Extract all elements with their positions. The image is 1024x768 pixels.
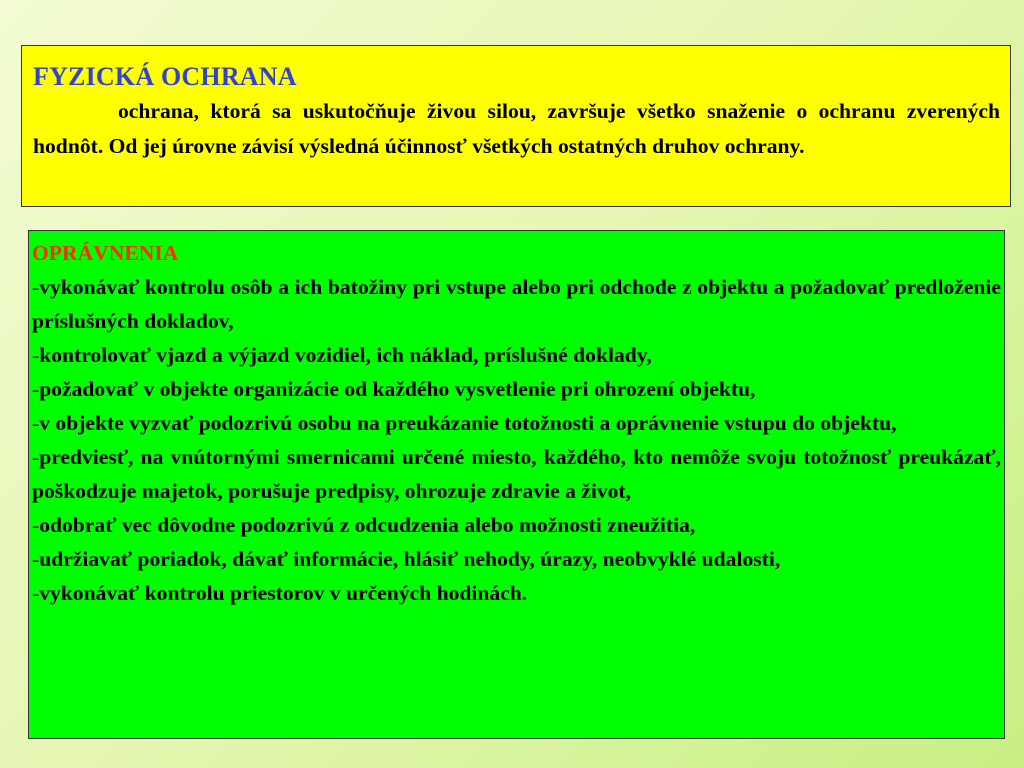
list-item-text: odobrať vec dôvodne podozrivú z odcudzenia alebo možnosti zneužitia, <box>39 513 696 537</box>
list-item-text: požadovať v objekte organizácie od každého vysvetlenie pri ohrození objektu, <box>39 377 756 401</box>
list-item-text: vykonávať kontrolu priestorov v určených hodinách. <box>39 581 528 605</box>
list-item <box>32 270 1001 338</box>
list-item <box>32 406 1001 440</box>
physical-protection-box <box>21 45 1011 207</box>
bullet-dash: - <box>32 275 40 299</box>
list-item <box>32 508 1001 542</box>
list-item-text: vykonávať kontrolu osôb a ich batožiny pri vstupe alebo pri odchode z objektu a požadovať predloženie príslušných dokladov, <box>32 275 1001 333</box>
bullet-dash: - <box>32 513 40 537</box>
list-item-text: predviesť, na vnútornými smernicami určené miesto, každého, kto nemôže svoju totožnosť preukázať, poškodzuje majetok, porušuje predpisy, ohrozuje zdravie a život, <box>32 445 1001 503</box>
bullet-dash: - <box>32 581 40 605</box>
bullet-dash: - <box>32 445 40 469</box>
list-item-text: v objekte vyzvať podozrivú osobu na preukázanie totožnosti a oprávnenie vstupu do objektu, <box>39 411 897 435</box>
bullet-dash: - <box>32 547 40 571</box>
list-item <box>32 576 1001 610</box>
list-item <box>32 372 1001 406</box>
bullet-dash: - <box>32 343 40 367</box>
bullet-dash: - <box>32 377 40 401</box>
authorizations-list <box>32 270 1001 610</box>
list-item <box>32 338 1001 372</box>
authorizations-box <box>28 230 1005 739</box>
bullet-dash: - <box>32 411 40 435</box>
list-item-text: udržiavať poriadok, dávať informácie, hlásiť nehody, úrazy, neobvyklé udalosti, <box>39 547 781 571</box>
list-item-text: kontrolovať vjazd a výjazd vozidiel, ich náklad, príslušné doklady, <box>39 343 652 367</box>
list-item <box>32 440 1001 508</box>
physical-protection-title: FYZICKÁ OCHRANA <box>33 62 297 91</box>
physical-protection-paragraph: ochrana, ktorá sa uskutočňuje živou silou, završuje všetko snaženie o ochranu zverených hodnôt. Od jej úrovne závisí výsledná účinnosť všetkých ostatných druhov ochrany. <box>33 99 1000 158</box>
list-item <box>32 542 1001 576</box>
authorizations-title: OPRÁVNENIA <box>32 241 179 265</box>
